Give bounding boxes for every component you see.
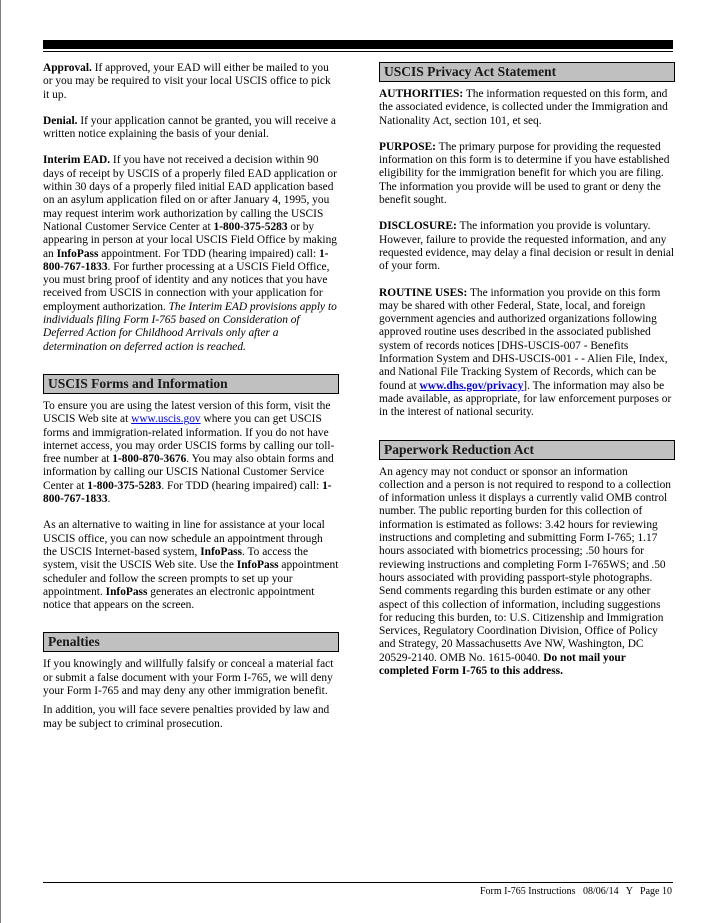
interim-ead-note: The Interim EAD provisions apply to individuals filing Form I-765 based on Consideration of Deferred Action for Childhood Arrivals only after a determination on deferred action is reached.: [43, 300, 337, 353]
penalties-paragraph-1: If you knowingly and willfully falsify or conceal a material fact or submit a false document with your Form I-765, we will deny your Form I-765 and may deny any other immigration benefit.: [43, 658, 334, 697]
phone-number: 1-800-767-1833: [43, 479, 332, 506]
phone-number: 1-800-870-3676: [112, 453, 187, 466]
routine-uses-text: ]. The information may also be made available, as appropriate, for law enforcement purposes or in the interest of national security.: [379, 379, 672, 419]
page-footer: Form I-765 Instructions 08/06/14 Y Page 10: [479, 886, 672, 897]
page-edge: [0, 0, 1, 923]
paperwork-text: An agency may not conduct or sponsor an information collection and a person is not required to respond to a collection of information unless it displays a currently valid OMB control number. The public reporting burden for this collection of information is estimated as follows: 3.42 hours for reviewing instructions and completing and submitting Form I-765; 1.17 hours associated with biometrics processing; .50 hours for reviewing instructions and completing Form I-765WS; and .50 hours associated with providing passport-style photographs. Send comments regarding this burden estimate or any other aspect of this collection of information, including suggestions for reducing this burden, to: U.S. Citizenship and Immigration Services, Regulatory Coordination Division, Office of Policy and Strategy, 20 Massachusetts Ave NW, Washington, DC 20529-2140. OMB No. 1615-0040.: [379, 465, 671, 664]
section-heading-privacy-act: USCIS Privacy Act Statement: [379, 62, 675, 82]
uscis-website-link[interactable]: www.uscis.gov: [131, 413, 201, 426]
paperwork-paragraph: [379, 466, 675, 679]
penalties-paragraph-2: In addition, you will face severe penalties provided by law and may be subject to criminal prosecution.: [43, 704, 330, 730]
forms-info-text: appointment scheduler and follow the screen prompts to set up your appointment.: [43, 559, 339, 598]
forms-info-text: .: [107, 493, 111, 506]
left-column: [43, 62, 339, 744]
forms-info-text: To ensure you are using the latest version of this form, visit the USCIS Web site at: [43, 399, 331, 426]
disclosure-label: DISCLOSURE:: [379, 220, 457, 233]
disclosure-paragraph: [379, 220, 675, 273]
infopass-term: InfoPass: [236, 559, 279, 572]
infopass-term: InfoPass: [105, 585, 148, 598]
forms-info-paragraph-2: [43, 519, 339, 612]
footer-rule: [43, 882, 673, 883]
header-rule-thick: [43, 40, 673, 49]
interim-ead-text: If you have not received a decision within 90 days of receipt by USCIS of a properly filed EAD application or within 30 days of a properly filed initial EAD application based on an asylum application filed on or after January 4, 1995, you may request interim work authorization by calling the USCIS National Customer Service Center at: [43, 154, 337, 233]
routine-uses-text: The information you provide on this form may be shared with other Federal, State, local, and foreign government agencies and authorized organizations following approved routine uses described in the associated published system of records notices [DHS-USCIS-007 - Benefits Information System and DHS-USCIS-001 - - Alien File, Index, and National File Tracking System of Records, which can be found at: [379, 286, 668, 392]
phone-number: 1-800-375-5283: [213, 220, 288, 233]
forms-info-text: . You may also obtain forms and information by calling our USCIS National Customer Service Center at: [43, 453, 334, 492]
paperwork-bold-note: Do not mail your completed Form I-765 to this address.: [379, 651, 626, 677]
section-heading-paperwork-reduction: Paperwork Reduction Act: [379, 440, 675, 460]
header-rule-thin: [43, 51, 673, 52]
routine-uses-label: ROUTINE USES:: [379, 286, 468, 299]
forms-info-text: . For TDD (hearing impaired) call:: [161, 479, 323, 492]
purpose-text: The primary purpose for providing the requested information on this form is to determine if you have established eligibility for the immigration benefit for which you are filing. The information you provide will be used to grant or deny the benefit sought.: [379, 140, 670, 207]
interim-ead-text: . For further processing at a USCIS Field Office, you must bring proof of identity and any notices that you have received from USCIS in connection with your application for employment authorization.: [43, 260, 330, 313]
forms-info-text: where you can get USCIS forms and immigration-related information. If you do not have internet access, you may order USCIS forms by calling our toll-free number at: [43, 413, 335, 466]
authorities-label: AUTHORITIES:: [379, 88, 464, 100]
routine-uses-paragraph: [379, 287, 675, 420]
right-column: [379, 62, 675, 691]
purpose-label: PURPOSE:: [379, 140, 436, 153]
disclosure-text: The information you provide is voluntary. However, failure to provide the requested information, and any requested evidence, may delay a final decision or result in denial of your form.: [379, 220, 675, 273]
interim-ead-text: appointment. For TDD (hearing impaired) call:: [98, 247, 319, 260]
infopass-term: InfoPass: [56, 247, 99, 260]
denial-label: Denial.: [43, 114, 78, 127]
forms-info-text: . To access the system, visit the USCIS Web site. Use the: [43, 545, 309, 572]
interim-ead-label: Interim EAD.: [43, 154, 111, 167]
authorities-text: The information requested on this form, and the associated evidence, is collected under the Immigration and Nationality Act, section 101, et seq.: [379, 88, 668, 127]
denial-text: If your application cannot be granted, you will receive a written notice explaining the basis of your denial.: [43, 114, 336, 141]
infopass-term: InfoPass: [200, 545, 243, 558]
purpose-paragraph: [379, 141, 675, 207]
interim-ead-paragraph: [43, 154, 339, 353]
section-heading-forms-info: USCIS Forms and Information: [43, 374, 339, 394]
interim-ead-text: or by appearing in person at your local USCIS Field Office by making an: [43, 220, 337, 260]
denial-paragraph: [43, 115, 339, 142]
forms-info-paragraph-1: [43, 400, 339, 506]
approval-text: If approved, your EAD will either be mailed to you or you may be required to visit your local USCIS office to pick it up.: [43, 62, 331, 101]
phone-number: 1-800-767-1833: [43, 247, 329, 273]
approval-paragraph: [43, 62, 339, 102]
authorities-paragraph: [379, 88, 675, 128]
phone-number: 1-800-375-5283: [87, 479, 162, 492]
approval-label: Approval.: [43, 62, 92, 74]
dhs-privacy-link[interactable]: www.dhs.gov/privacy: [419, 379, 524, 392]
section-heading-penalties: Penalties: [43, 632, 339, 652]
forms-info-text: As an alternative to waiting in line for assistance at your local USCIS office, you can now schedule an appointment through the USCIS Internet-based system,: [43, 519, 325, 558]
forms-info-text: generates an electronic appointment notice that appears on the screen.: [43, 585, 315, 612]
